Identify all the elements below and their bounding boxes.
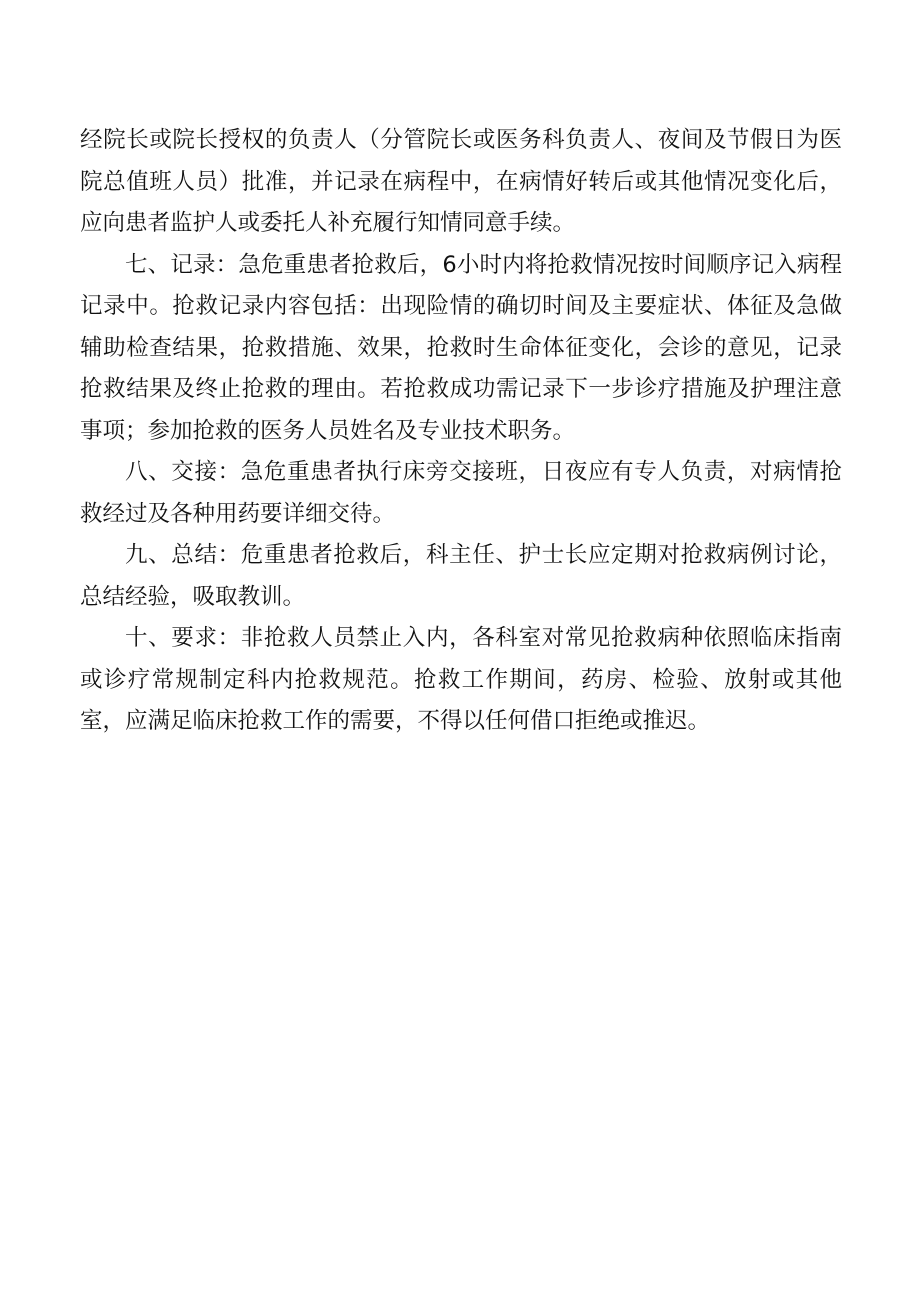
document-body [80,120,842,743]
paragraph-requirements: 十、要求：非抢救人员禁止入内，各科室对常见抢救病种依照临床指南或诊疗常规制定科内抢救规范。抢救工作期间，药房、检验、放射或其他室，应满足临床抢救工作的需要，不得以任何借口拒绝或推迟。 [80,625,842,734]
paragraph-continuation: 经院长或院长授权的负责人（分管院长或医务科负责人、夜间及节假日为医院总值班人员）批准，并记录在病程中，在病情好转后或其他情况变化后，应向患者监护人或委托人补充履行知情同意手续。 [80,127,842,236]
paragraph-summary: 九、总结：危重患者抢救后，科主任、护士长应定期对抢救病例讨论，总结经验，吸取教训。 [80,542,842,610]
paragraph-record: 七、记录：急危重患者抢救后，6小时内将抢救情况按时间顺序记入病程记录中。抢救记录内容包括：出现险情的确切时间及主要症状、体征及急做辅助检查结果，抢救措施、效果，抢救时生命体征变化，会诊的意见，记录抢救结果及终止抢救的理由。若抢救成功需记录下一步诊疗措施及护理注意事项；参加抢救的医务人员姓名及专业技术职务。 [80,251,842,444]
paragraph-handover: 八、交接：急危重患者执行床旁交接班，日夜应有专人负责，对病情抢救经过及各种用药要详细交待。 [80,459,842,527]
